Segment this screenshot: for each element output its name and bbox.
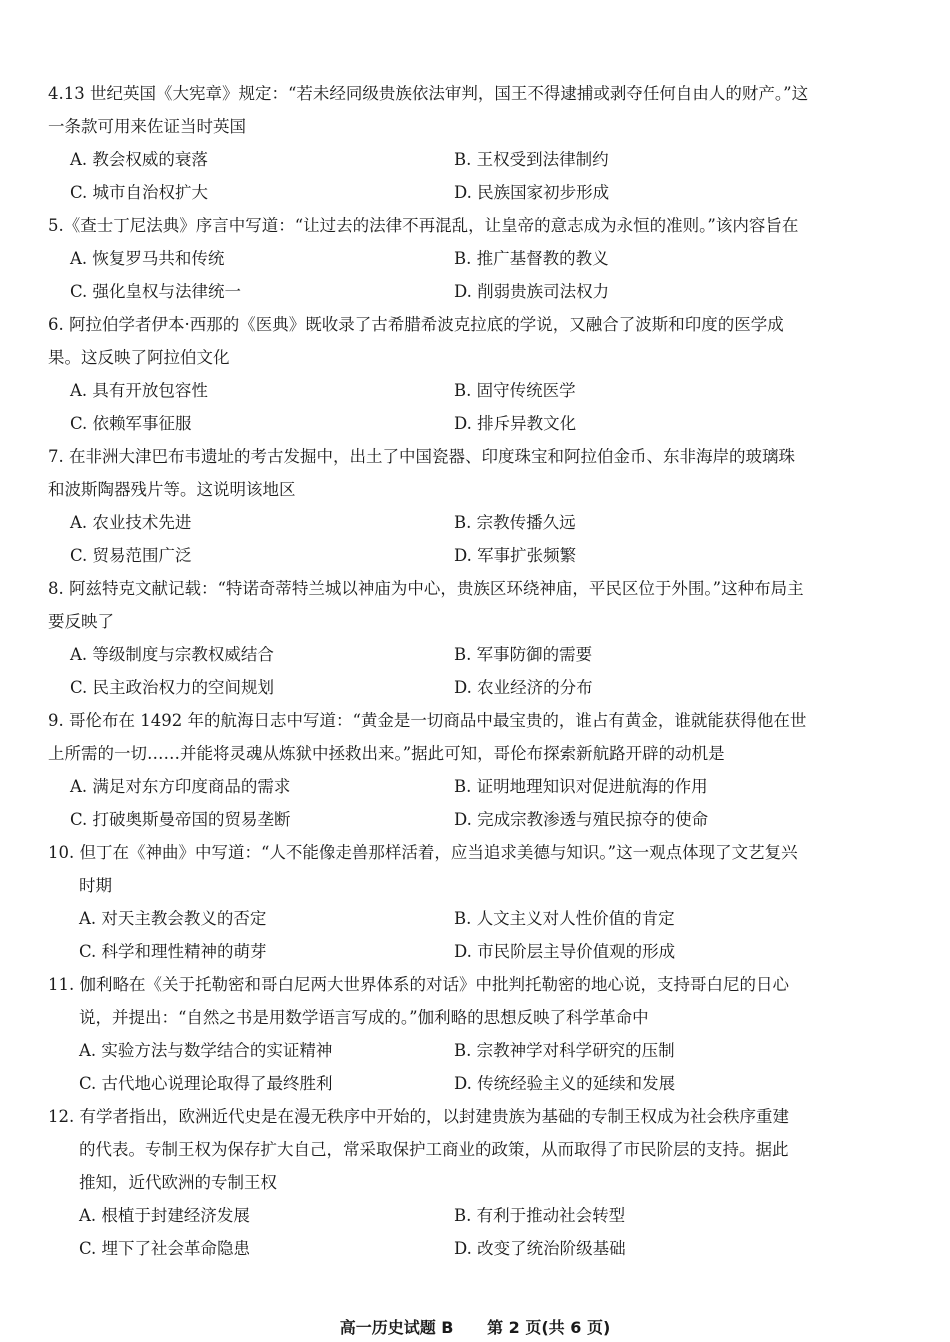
- option-c: C. 埋下了社会革命隐患: [79, 1239, 251, 1258]
- option-a: A. 实验方法与数学结合的实证精神: [79, 1041, 333, 1060]
- question-text: 上所需的一切……并能将灵魂从炼狱中拯救出来。”据此可知，哥伦布探索新航路开辟的动机是: [48, 744, 725, 763]
- option-c: C. 贸易范围广泛: [70, 546, 192, 565]
- question-text: 要反映了: [48, 612, 114, 631]
- question-text: 7. 在非洲大津巴布韦遗址的考古发掘中，出土了中国瓷器、印度珠宝和阿拉伯金币、东非海岸的玻璃珠: [48, 447, 795, 466]
- question-text: 8. 阿兹特克文献记载：“特诺奇蒂特兰城以神庙为中心，贵族区环绕神庙，平民区位于外围。”这种布局主: [48, 579, 804, 598]
- question-text: 时期: [79, 876, 112, 895]
- question-text: 10. 但丁在《神曲》中写道：“人不能像走兽那样活着，应当追求美德与知识。”这一观点体现了文艺复兴: [48, 843, 798, 862]
- option-c: C. 强化皇权与法律统一: [70, 282, 242, 301]
- page-number: 第 2 页(共 6 页): [487, 1318, 611, 1337]
- question-text: 9. 哥伦布在 1492 年的航海日志中写道：“黄金是一切商品中最宝贵的，谁占有黄金，谁就能获得他在世: [48, 711, 807, 730]
- question-text: 11. 伽利略在《关于托勒密和哥白尼两大世界体系的对话》中批判托勒密的地心说，支持哥白尼的日心: [48, 975, 789, 994]
- option-b: B. 证明地理知识对促进航海的作用: [454, 777, 708, 796]
- option-b: B. 有利于推动社会转型: [454, 1206, 626, 1225]
- option-a: A. 根植于封建经济发展: [79, 1206, 250, 1225]
- option-c: C. 打破奥斯曼帝国的贸易垄断: [70, 810, 291, 829]
- option-d: D. 军事扩张频繁: [454, 546, 577, 565]
- option-a: A. 农业技术先进: [70, 513, 192, 532]
- option-c: C. 科学和理性精神的萌芽: [79, 942, 267, 961]
- question-text: 推知，近代欧洲的专制王权: [79, 1173, 277, 1192]
- question-text: 4.13 世纪英国《大宪章》规定：“若未经同级贵族依法审判，国王不得逮捕或剥夺任何自由人的财产。”这: [48, 84, 809, 103]
- option-b: B. 王权受到法律制约: [454, 150, 609, 169]
- option-b: B. 宗教传播久远: [454, 513, 576, 532]
- option-d: D. 民族国家初步形成: [454, 183, 610, 202]
- option-b: B. 宗教神学对科学研究的压制: [454, 1041, 675, 1060]
- option-a: A. 对天主教会教义的否定: [79, 909, 267, 928]
- option-c: C. 城市自治权扩大: [70, 183, 209, 202]
- question-text: 和波斯陶器残片等。这说明该地区: [48, 480, 296, 499]
- exam-title: 高一历史试题 B: [339, 1318, 454, 1337]
- question-text: 的代表。专制王权为保存扩大自己，常采取保护工商业的政策，从而取得了市民阶层的支持。据此: [79, 1140, 789, 1159]
- option-d: D. 市民阶层主导价值观的形成: [454, 942, 676, 961]
- option-a: A. 具有开放包容性: [70, 381, 208, 400]
- option-a: A. 教会权威的衰落: [70, 150, 208, 169]
- option-d: D. 农业经济的分布: [454, 678, 593, 697]
- option-a: A. 满足对东方印度商品的需求: [70, 777, 291, 796]
- option-d: D. 削弱贵族司法权力: [454, 282, 610, 301]
- option-c: C. 依赖军事征服: [70, 414, 192, 433]
- option-a: A. 等级制度与宗教权威结合: [70, 645, 274, 664]
- option-d: D. 改变了统治阶级基础: [454, 1239, 626, 1258]
- option-d: D. 传统经验主义的延续和发展: [454, 1074, 676, 1093]
- question-text: 一条款可用来佐证当时英国: [48, 117, 246, 136]
- question-text: 5.《查士丁尼法典》序言中写道：“让过去的法律不再混乱，让皇帝的意志成为永恒的准则。”该内容旨在: [48, 216, 799, 235]
- option-b: B. 固守传统医学: [454, 381, 576, 400]
- option-d: D. 完成宗教渗透与殖民掠夺的使命: [454, 810, 709, 829]
- question-text: 果。这反映了阿拉伯文化: [48, 348, 230, 367]
- option-b: B. 军事防御的需要: [454, 645, 593, 664]
- question-text: 6. 阿拉伯学者伊本·西那的《医典》既收录了古希腊希波克拉底的学说，又融合了波斯和印度的医学成: [48, 315, 784, 334]
- question-text: 12. 有学者指出，欧洲近代史是在漫无秩序中开始的，以封建贵族为基础的专制王权成为社会秩序重建: [48, 1107, 789, 1126]
- option-d: D. 排斥异教文化: [454, 414, 577, 433]
- option-b: B. 人文主义对人性价值的肯定: [454, 909, 675, 928]
- option-b: B. 推广基督教的教义: [454, 249, 609, 268]
- page-footer: [0, 1314, 950, 1342]
- question-text: 说，并提出：“自然之书是用数学语言写成的。”伽利略的思想反映了科学革命中: [79, 1008, 649, 1027]
- option-c: C. 古代地心说理论取得了最终胜利: [79, 1074, 333, 1093]
- option-a: A. 恢复罗马共和传统: [70, 249, 225, 268]
- option-c: C. 民主政治权力的空间规划: [70, 678, 275, 697]
